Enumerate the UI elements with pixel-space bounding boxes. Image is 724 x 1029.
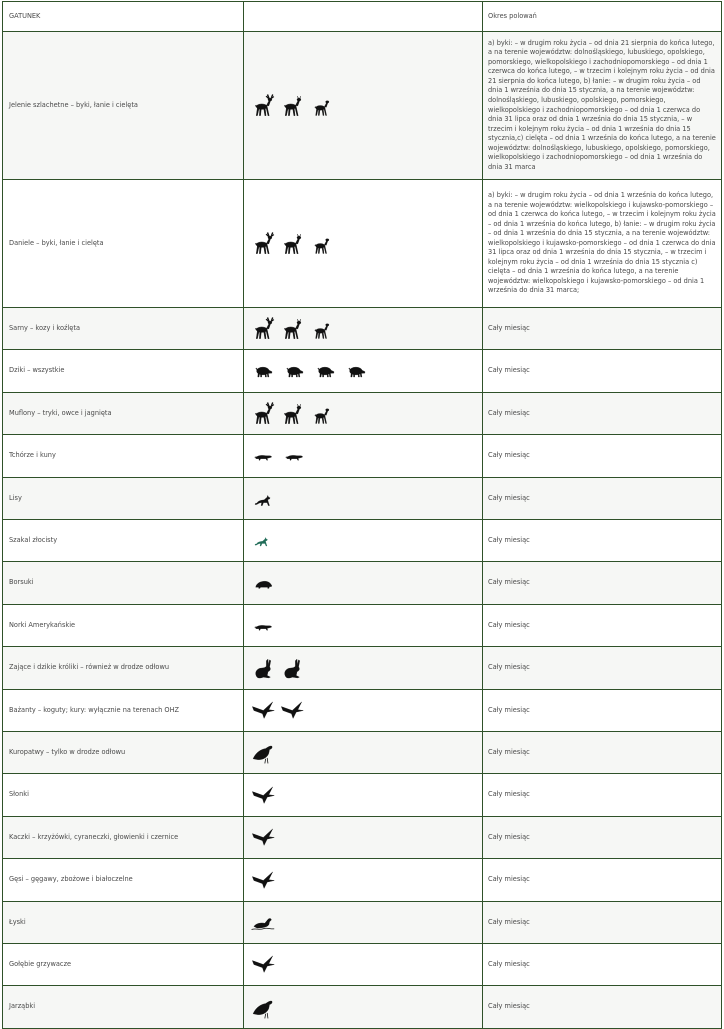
partridge-icon [250,740,275,765]
icon-group [250,362,476,380]
polecat-icon [250,447,277,465]
table-row [3,902,722,944]
species-icons-cell [244,647,483,690]
table-row [3,308,722,350]
species-cell: Słonki [3,774,244,817]
hunting-period-cell: Cały miesiąc [483,902,722,944]
woodcock-icon [250,783,275,808]
species-cell: Jelenie szlachetne – byki, łanie i cielęta [3,32,244,180]
species-icons-cell [244,732,483,774]
hunting-period-cell: Cały miesiąc [483,944,722,986]
table-row [3,605,722,647]
icon-group [250,995,476,1020]
icon-group [250,447,476,465]
icon-group [250,910,476,935]
header-species: GATUNEK [3,2,244,32]
species-icons-cell [244,562,483,605]
icon-group [250,490,476,508]
icon-group [250,698,476,723]
boar-icon [343,362,370,380]
species-icons-cell [244,435,483,478]
icon-group [250,231,476,256]
hunting-period-cell: a) byki: – w drugim roku życia – od dnia 21 sierpnia do końca lutego, a na terenie województw: dolnośląskiego, lubuskiego, opolskiego, pomorskiego, wielkopolskiego i zachodniopomorskiego – od dnia 1 czerwca do końca lutego, – w trzecim i kolejnym roku życia – od dnia 21 sierpnia do końca lutego, b) łanie: – w drugim roku życia – od dnia 1 września do dnia 15 stycznia, a na terenie województw: dolnośląskiego, lubuskiego, opolskiego, pomorskiego, wielkopolskiego i zachodniopomorskiego – od dnia 1 czerwca do dnia 31 lipca oraz od dnia 1 września do dnia 15 stycznia, – w trzecim i kolejnym roku życia – od dnia 1 września do dnia 15 stycznia,c) cielęta – od dnia 1 września do końca lutego, a na terenie województw: dolnośląskiego, lubuskiego, opolskiego, pomorskiego, wielkopolskiego i zachodniopomorskiego – od dnia 1 września do dnia 31 marca [483,32,722,180]
hunting-period-cell: Cały miesiąc [483,647,722,690]
species-cell: Norki Amerykańskie [3,605,244,647]
icon-group [250,533,476,548]
goose-icon [250,868,275,893]
species-cell: Tchórze i kuny [3,435,244,478]
icon-group [250,617,476,635]
species-icons-cell [244,605,483,647]
species-cell: Kaczki – krzyżówki, cyraneczki, głowienki i czernice [3,817,244,859]
jackal-icon [250,533,274,548]
species-cell: Jarząbki [3,986,244,1029]
hunting-period-cell: Cały miesiąc [483,690,722,732]
icon-group [250,740,476,765]
icon-group [250,574,476,592]
hunting-period-cell: Cały miesiąc [483,562,722,605]
species-icons-cell [244,180,483,308]
pigeon-icon [250,952,275,977]
species-icons-cell [244,859,483,902]
fallow-deer-buck-icon [250,231,275,256]
table-row [3,859,722,902]
hunting-period-cell: Cały miesiąc [483,605,722,647]
icon-group [250,93,476,118]
rabbit-icon [279,656,304,681]
table-row [3,690,722,732]
table-row [3,647,722,690]
table-row [3,817,722,859]
species-icons-cell [244,902,483,944]
fallow-doe-icon [279,231,304,256]
ewe-icon [279,401,304,426]
icon-group [250,316,476,341]
species-cell: Kuropatwy – tylko w drodze odłowu [3,732,244,774]
coot-icon [250,910,275,935]
species-icons-cell [244,308,483,350]
species-icons-cell [244,817,483,859]
hare-icon [250,656,275,681]
table-row [3,478,722,520]
mouflon-ram-icon [250,401,275,426]
table-row [3,562,722,605]
doe-icon [279,93,304,118]
species-cell: Szakal złocisty [3,520,244,562]
boar-icon [281,362,308,380]
species-icons-cell [244,32,483,180]
table-row [3,774,722,817]
icon-group [250,868,476,893]
species-cell: Muflony – tryki, owce i jagnięta [3,393,244,435]
icon-group [250,952,476,977]
hunting-period-cell: Cały miesiąc [483,986,722,1029]
species-icons-cell [244,774,483,817]
duck-icon [250,825,275,850]
hunting-seasons-table [2,1,722,1029]
mink-icon [250,617,277,635]
calf-icon [308,93,333,118]
hunting-period-cell: a) byki: – w drugim roku życia – od dnia 1 września do końca lutego, a na terenie województw: wielkopolskiego i kujawsko-pomorskiego – od dnia 1 czerwca do końca lutego, – w trzecim i kolejnym roku życia – od dnia 1 września do końca lutego, b) łanie: – w drugim roku życia – od dnia 1 września do dnia 15 stycznia, a na terenie województw: wielkopolskiego i kujawsko-pomorskiego – od dnia 1 czerwca do dnia 31 lipca oraz od dnia 1 września do dnia 15 stycznia, – w trzecim i kolejnym roku życia – od dnia 1 września do dnia 15 stycznia c) cielęta – od dnia 1 września do końca lutego, a na terenie województw: wielkopolskiego i kujawsko-pomorskiego – od dnia 1 września do dnia 31 marca; [483,180,722,308]
fallow-calf-icon [308,231,333,256]
table-row [3,435,722,478]
hunting-period-cell: Cały miesiąc [483,350,722,393]
species-cell: Gołębie grzywacze [3,944,244,986]
icon-group [250,783,476,808]
species-cell: Daniele – byki, łanie i cielęta [3,180,244,308]
icon-group [250,401,476,426]
hunting-period-cell: Cały miesiąc [483,774,722,817]
pheasant-cock-icon [250,698,275,723]
roe-buck-icon [250,316,275,341]
table-row [3,986,722,1029]
species-cell: Gęsi – gęgawy, zbożowe i białoczelne [3,859,244,902]
species-cell: Lisy [3,478,244,520]
table-header-row [3,2,722,32]
species-cell: Borsuki [3,562,244,605]
fox-icon [250,490,277,508]
species-cell: Sarny – kozy i koźlęta [3,308,244,350]
table-row [3,393,722,435]
hunting-period-cell: Cały miesiąc [483,732,722,774]
hunting-period-cell: Cały miesiąc [483,478,722,520]
species-icons-cell [244,350,483,393]
table-row [3,732,722,774]
marten-icon [281,447,308,465]
table-row [3,32,722,180]
table-row [3,520,722,562]
hunting-period-cell: Cały miesiąc [483,859,722,902]
lamb-icon [308,401,333,426]
hunting-period-cell: Cały miesiąc [483,308,722,350]
boar-icon [312,362,339,380]
species-cell: Bażanty – koguty; kury: wyłącznie na terenach OHZ [3,690,244,732]
hunting-period-cell: Cały miesiąc [483,393,722,435]
red-deer-stag-icon [250,93,275,118]
fawn-icon [308,316,333,341]
species-icons-cell [244,944,483,986]
species-icons-cell [244,478,483,520]
species-icons-cell [244,986,483,1029]
table-row [3,350,722,393]
species-icons-cell [244,520,483,562]
icon-group [250,825,476,850]
hazel-grouse-icon [250,995,275,1020]
species-icons-cell [244,690,483,732]
header-period: Okres polowań [483,2,722,32]
badger-icon [250,574,277,592]
icon-group [250,656,476,681]
species-cell: Łyski [3,902,244,944]
species-icons-cell [244,393,483,435]
species-cell: Dziki – wszystkie [3,350,244,393]
species-cell: Zające i dzikie króliki – również w drodze odłowu [3,647,244,690]
hunting-period-cell: Cały miesiąc [483,817,722,859]
table-row [3,180,722,308]
pheasant-hen-icon [279,698,304,723]
roe-doe-icon [279,316,304,341]
boar-icon [250,362,277,380]
hunting-period-cell: Cały miesiąc [483,435,722,478]
header-icons [244,2,483,32]
table-row [3,944,722,986]
hunting-period-cell: Cały miesiąc [483,520,722,562]
